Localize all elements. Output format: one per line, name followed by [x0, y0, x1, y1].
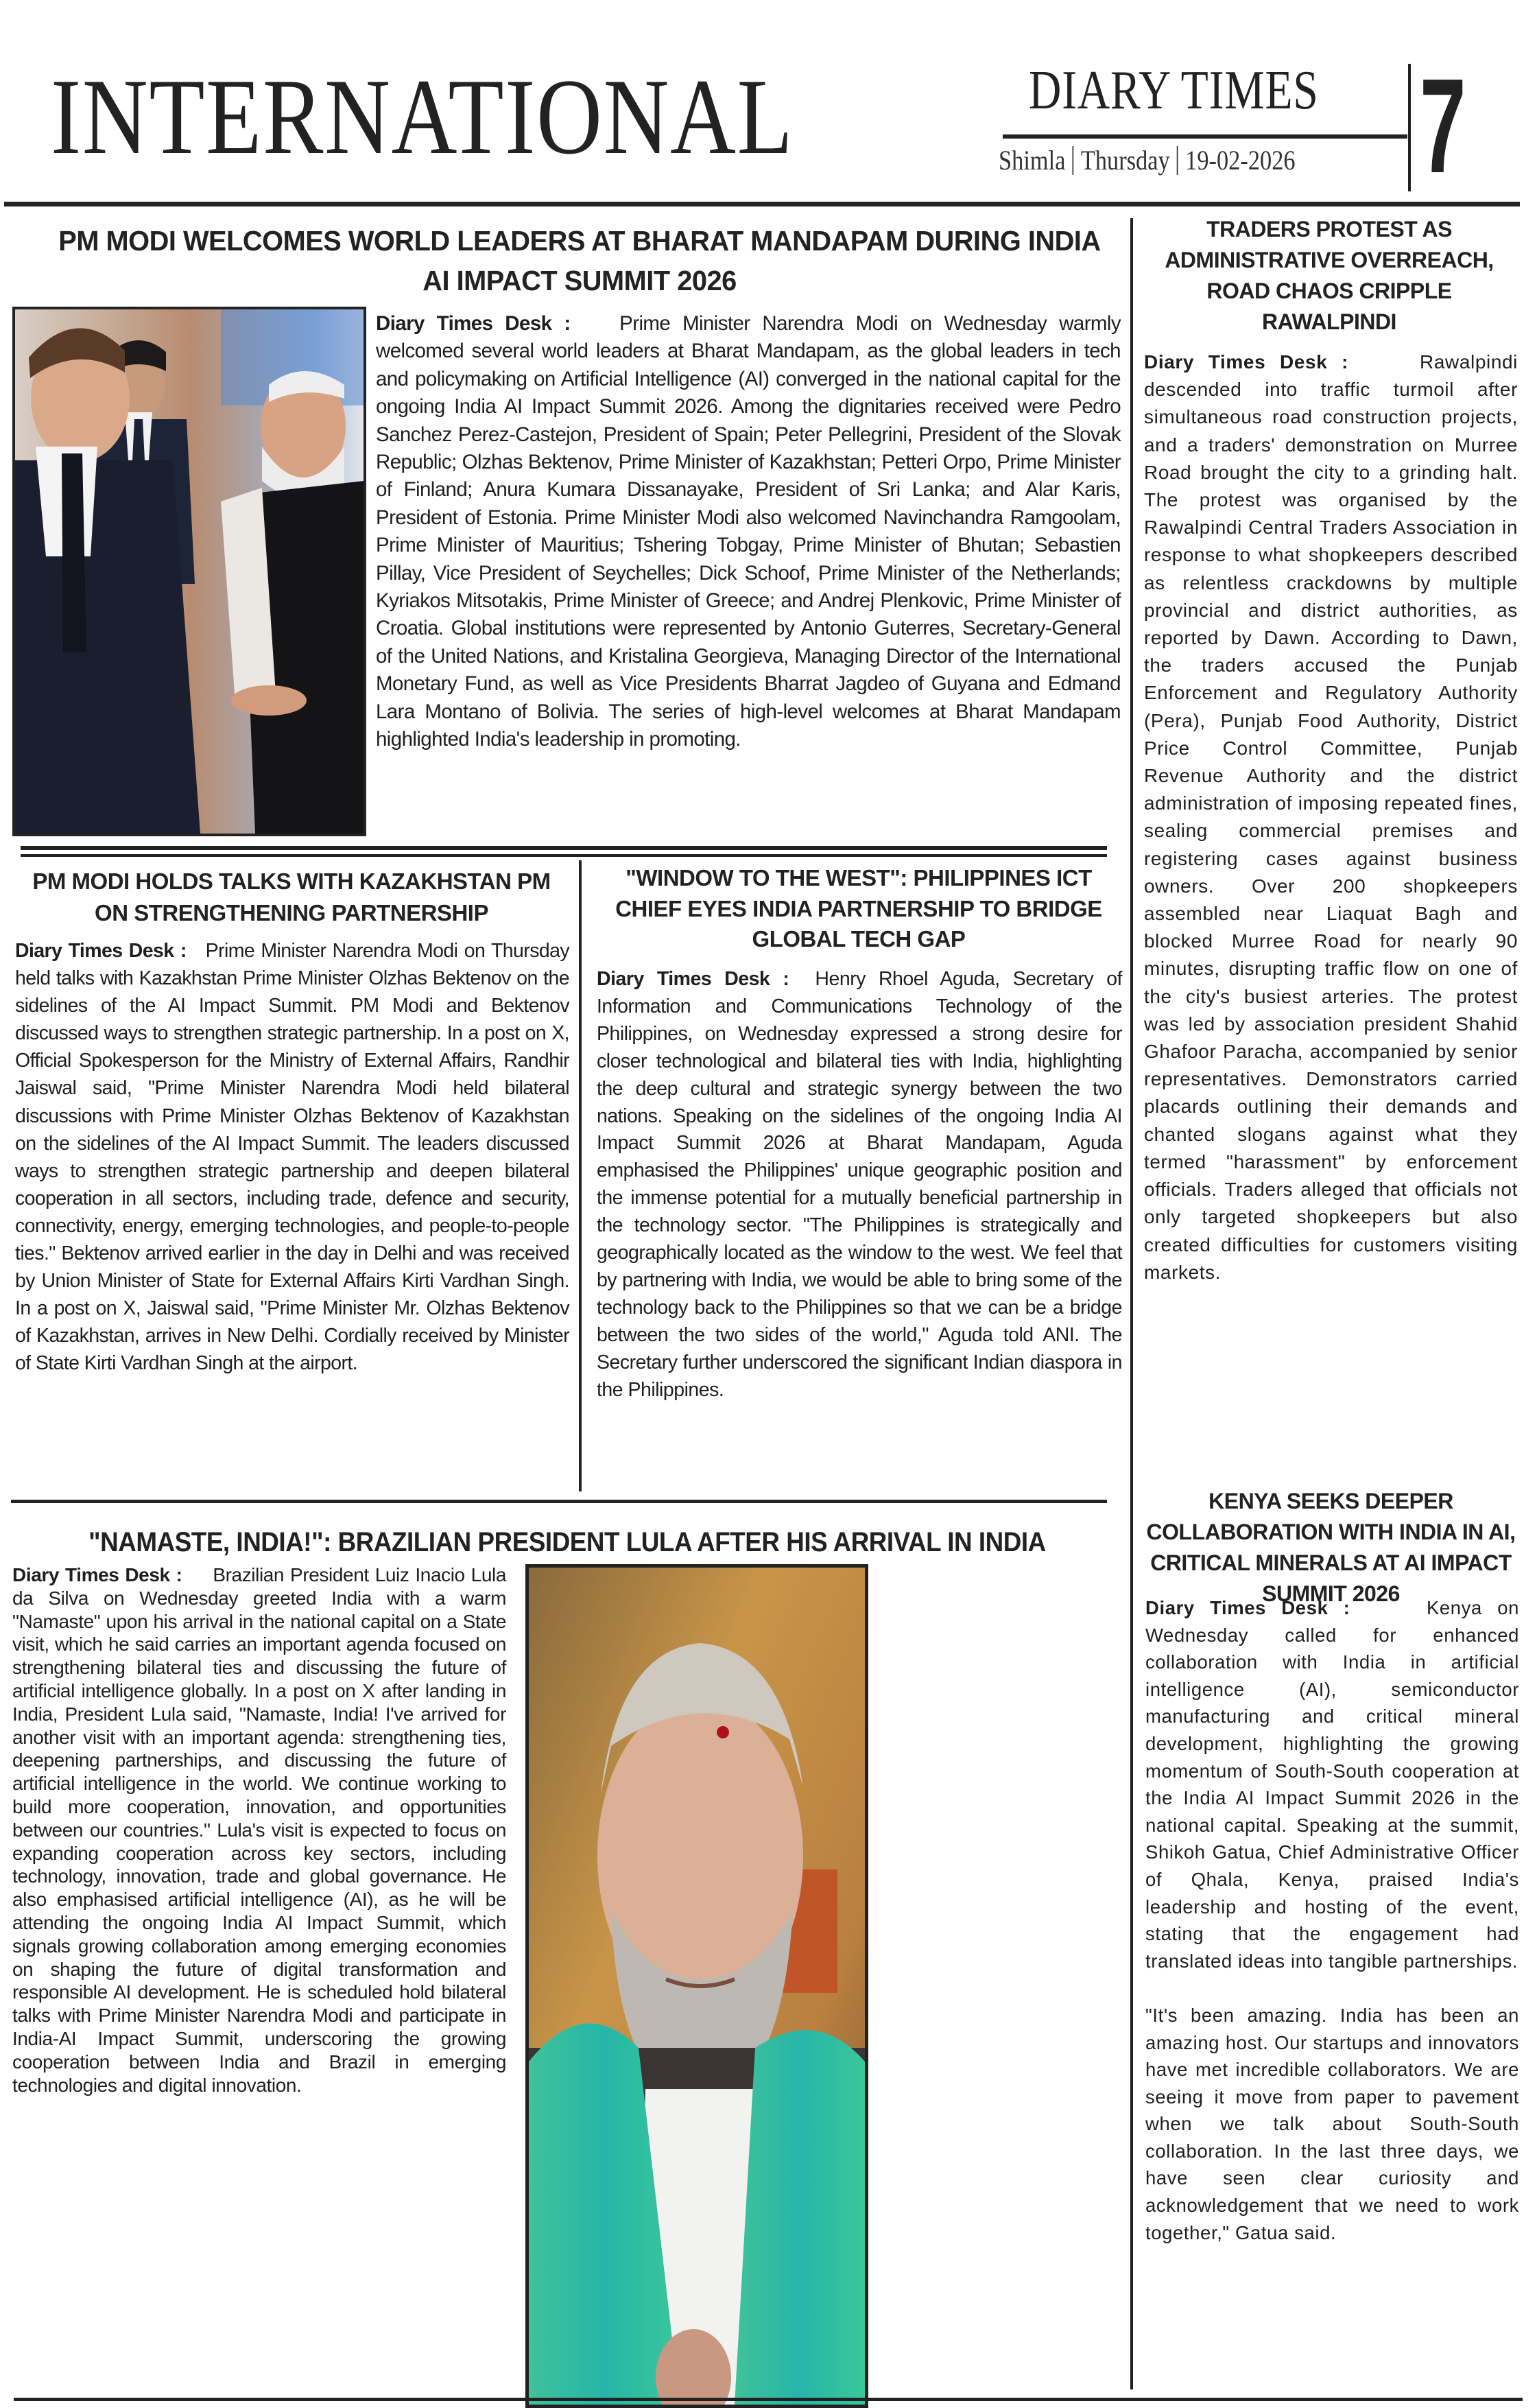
headline: PM MODI HOLDS TALKS WITH KAZAKHSTAN PM ON STRENGTHENING PARTNERSHIP [32, 869, 551, 925]
dateline-separator [1177, 146, 1178, 175]
dateline-separator [1073, 146, 1074, 175]
byline: Diary Times Desk : [15, 940, 187, 962]
byline: Diary Times Desk : [12, 1564, 182, 1585]
column-divider [579, 860, 582, 1491]
brand-underline [1003, 134, 1407, 139]
article-photo [12, 307, 366, 836]
paragraph [1145, 1594, 1519, 1974]
page-number: 7 [1420, 51, 1466, 201]
newspaper-brand: DIARY TIMES [1029, 60, 1319, 121]
dateline-date: 19-02-2026 [1185, 145, 1296, 176]
article-text: Brazilian President Luiz Inacio Lula da Silva on Wednesday greeted India with a warm "Namaste" upon his arrival in the national capital on a State visit, which he said carries an important agenda focused on strengthening bilateral ties and discussing the future of artificial intelligence globally. In a post on X after landing in India, President Lula said, "Namaste, India! I've arrived for another visit with an important agenda: strengthening ties, deepening partnerships, and discussing the future of artificial intelligence in the world. We continue working to build more cooperation, innovation, and opportunities between our countries." Lula's visit is expected to focus on expanding cooperation across key sectors, including technology, innovation, trade and global governance. He also emphasised artificial intelligence (AI), as he will be attending the ongoing India AI Impact Summit, which signals growing collaboration among emerging economies on shaping the future of digital transformation and responsible AI development. He is scheduled hold bilateral talks with Prime Minister Narendra Modi and participate in India-AI Impact Summit, underscoring the growing cooperation between India and Brazil in emerging technologies and digital innovation. [12, 1564, 507, 2096]
byline: Diary Times Desk : [1145, 1597, 1350, 1618]
headline: "WINDOW TO THE WEST": PHILIPPINES ICT CHIEF EYES INDIA PARTNERSHIP TO BRIDGE GLOBAL TECH GAP [615, 865, 1102, 952]
byline: Diary Times Desk : [1144, 351, 1349, 373]
headline: "NAMASTE, INDIA!": BRAZILIAN PRESIDENT LULA AFTER HIS ARRIVAL IN INDIA [88, 1527, 1046, 1557]
article-body [1144, 349, 1518, 1286]
article-body [376, 310, 1121, 754]
byline: Diary Times Desk : [376, 312, 571, 335]
right-column-divider [1130, 218, 1133, 2389]
article-text: Prime Minister Narendra Modi on Wednesday warmly welcomed several world leaders at Bharat Mandapam, as the global leaders in tech and policymaking on Artificial Intelligence (AI) converged in the national capital for the ongoing India AI Impact Summit 2026. Among the dignitaries received were Pedro Sanchez Perez-Castejon, President of Spain; Peter Pellegrini, President of the Slovak Republic; Olzhas Bektenov, Prime Minister of Kazakhstan; Petteri Orpo, Prime Minister of Finland; Anura Kumara Dissanayake, President of Sri Lanka; and Alar Karis, President of Estonia. Prime Minister Modi also welcomed Navinchandra Ramgoolam, Prime Minister of Mauritius; Tshering Tobgay, Prime Minister of Bhutan; Sebastien Pillay, Vice President of Seychelles; Dick Schoof, Prime Minister of the Netherlands; Kyriakos Mitsotakis, Prime Minister of Greece; and Andrej Plenkovic, Prime Minister of Croatia. Global institutions were represented by Antonio Guterres, Secretary-General of the United Nations, and Kristalina Georgieva, Managing Director of the International Monetary Fund, as well as Vice Presidents Bharrat Jagdeo of Guyana and Edmand Lara Montano of Bolivia. The series of high-level welcomes at Bharat Mandapam highlighted India's leadership in promoting. [376, 312, 1121, 751]
dateline-city: Shimla [999, 145, 1066, 176]
dateline-day: Thursday [1080, 145, 1170, 176]
article-photo [525, 1564, 868, 2408]
paragraph-quote: "It's been amazing. India has been an amazing host. Our startups and innovators have met incredible collaborators. We are seeing it move from paper to pavement when we talk about South-South collaboration. In the last three days, we have seen clear curiosity and acknowledgement that we need to work together," Gatua said. [1145, 2004, 1519, 2243]
section-double-rule-bottom [21, 854, 1107, 857]
article-body [597, 966, 1122, 1404]
headline: PM MODI WELCOMES WORLD LEADERS AT BHARAT MANDAPAM DURING INDIA AI IMPACT SUMMIT 2026 [58, 225, 1101, 296]
article-text: Kenya on Wednesday called for enhanced collaboration with India in artificial intelligence (AI), semiconductor manufacturing and critical mineral development, highlighting the growing momentum of South-South cooperation at the India AI Impact Summit 2026 in the national capital. Speaking at the summit, Shikoh Gatua, Chief Administrative Officer of Qhala, Kenya, praised India's leadership and hosting of the event, stating that the engagement had translated ideas into tangible partnerships. [1145, 1597, 1519, 1972]
article-body [1145, 1594, 1519, 2246]
dateline [999, 144, 1296, 176]
article-body [15, 937, 569, 1378]
article-body [12, 1563, 506, 2097]
article-text: Prime Minister Narendra Modi on Thursday held talks with Kazakhstan Prime Minister Olzhas Bektenov on the sidelines of the AI Impact Summit. PM Modi and Bektenov discussed ways to strengthen strategic partnership. In a post on X, Official Spokesperson for the Ministry of External Affairs, Randhir Jaiswal said, "Prime Minister Narendra Modi held bilateral discussions with Prime Minister Olzhas Bektenov of Kazakhstan on the sidelines of the AI Impact Summit. The leaders discussed ways to strengthen strategic partnership and deepen bilateral cooperation in all sectors, including trade, defence and security, connectivity, energy, emerging technologies, and people-to-people ties." Bektenov arrived earlier in the day in Delhi and was received by Union Minister of State for External Affairs Kirti Vardhan Singh. In a post on X, Jaiswal said, "Prime Minister Mr. Olzhas Bektenov of Kazakhstan, arrives in New Delhi. Cordially received by Minister of State Kirti Vardhan Singh at the airport. [15, 940, 569, 1375]
headline: KENYA SEEKS DEEPER COLLABORATION WITH INDIA IN AI, CRITICAL MINERALS AT AI IMPACT SUMMIT 2026 [1146, 1489, 1516, 1606]
lula-portrait-photo-icon [529, 1568, 865, 2405]
masthead-divider [1408, 64, 1411, 191]
section-title: INTERNATIONAL [51, 57, 794, 177]
article-text: Henry Rhoel Aguda, Secretary of Information and Communications Technology of the Philippines, on Wednesday expressed a strong desire for closer technological and bilateral ties with India, highlighting the deep cultural and strategic synergy between the two nations. Speaking on the sidelines of the ongoing India AI Impact Summit 2026 at Bharat Mandapam, Aguda emphasised the Philippines' unique geographic position and the immense potential for a mutually beneficial partnership in the technology sector. "The Philippines is strategically and geographically located as the window to the west. We feel that by partnering with India, we would be able to bring some of the technology back to the Philippines so that we can be a bridge between the two sides of the world," Aguda told ANI. The Secretary further underscored the significant Indian diaspora in the Philippines. [597, 968, 1122, 1401]
section-rule [11, 1500, 1107, 1503]
masthead-rule [4, 202, 1520, 206]
leaders-photo-icon [15, 309, 364, 834]
byline: Diary Times Desk : [597, 968, 789, 990]
article-text: Rawalpindi descended into traffic turmoil after simultaneous road construction projects, and a traders' demonstration on Murree Road brought the city to a grinding halt. The protest was organised by the Rawalpindi Central Traders Association in response to what shopkeepers described as relentless crackdowns by multiple provincial and district authorities, as reported by Dawn. According to Dawn, the traders accused the Punjab Enforcement and Regulatory Authority (Pera), Punjab Food Authority, District Price Control Committee, Punjab Revenue Authority and the district administration of imposing repeated fines, sealing commercial premises and registering cases against business owners. Over 200 shopkeepers assembled near Liaquat Bagh and blocked Murree Road for nearly 90 minutes, disrupting traffic flow on one of the city's busiest arteries. The protest was led by association president Shahid Ghafoor Paracha, accompanied by senior representatives. Demonstrators carried placards outlining their demands and chanted slogans against what they termed "harassment" by enforcement officials. Traders alleged that officials not only targeted shopkeepers but also created difficulties for customers visiting markets. [1144, 351, 1518, 1283]
headline: TRADERS PROTEST AS ADMINISTRATIVE OVERREACH, ROAD CHAOS CRIPPLE RAWALPINDI [1165, 217, 1494, 334]
page-bottom-rule [14, 2398, 1523, 2401]
section-double-rule-top [21, 846, 1107, 850]
